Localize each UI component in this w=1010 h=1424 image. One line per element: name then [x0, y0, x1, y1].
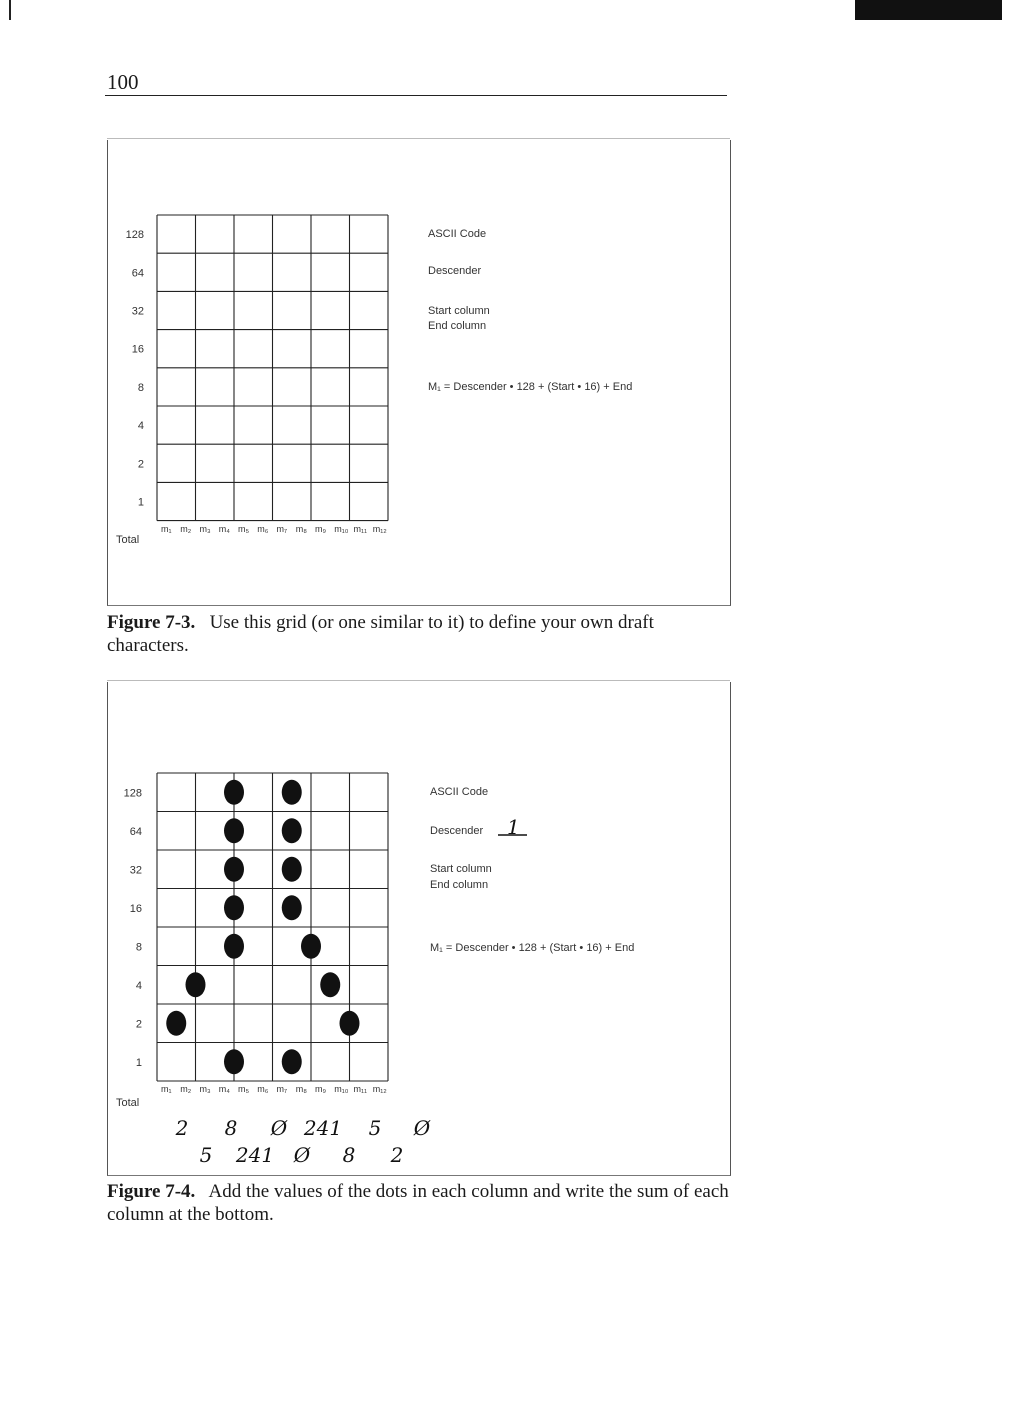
column-label: m₂ [180, 524, 192, 534]
dot [224, 1049, 244, 1074]
column-label: m₁₂ [372, 524, 387, 534]
dot [186, 972, 206, 997]
column-sum: 8 [224, 1116, 238, 1140]
figure-3-label: Figure 7-3. [107, 612, 196, 633]
column-sum: 5 [199, 1143, 213, 1167]
descender-value: 1 [507, 815, 520, 839]
figure-4-grid [116, 773, 388, 1109]
row-value-label: 8 [137, 381, 144, 394]
column-label: m₇ [276, 524, 288, 534]
figure-4-sums [175, 1116, 431, 1167]
row-value-label: 1 [135, 1056, 142, 1069]
figure-4-caption-text: Add the values of the dots in each column and write the sum of each column at the bottom. [107, 1181, 729, 1225]
row-value-label: 2 [135, 1018, 142, 1031]
row-value-label: 16 [129, 902, 142, 915]
figure-3-caption-text: Use this grid (or one similar to it) to define your own draft characters. [107, 612, 654, 656]
row-value-label: 32 [131, 305, 144, 318]
column-label: m₆ [257, 1084, 269, 1094]
column-label: m₈ [295, 524, 307, 534]
figure-3-info [428, 228, 632, 393]
row-value-label: 128 [123, 787, 142, 800]
figure-4-info [430, 786, 634, 954]
row-value-label: 128 [125, 229, 144, 242]
column-sum: Ø [413, 1116, 431, 1140]
column-label: m₁₁ [353, 1084, 368, 1094]
descender-label: Descender [430, 825, 484, 837]
row-value-label: 4 [137, 420, 144, 433]
row-value-label: 64 [129, 825, 142, 838]
end-column-label: End column [430, 879, 489, 891]
row-value-label: 4 [135, 979, 142, 992]
row-value-label: 64 [131, 267, 144, 280]
row-value-label: 8 [135, 941, 142, 954]
row-value-label: 1 [137, 496, 144, 509]
dot [282, 780, 302, 805]
dot [282, 895, 302, 920]
column-label: m₆ [257, 524, 269, 534]
column-sum: 2 [390, 1143, 404, 1167]
column-label: m₈ [295, 1084, 307, 1094]
column-label: m₉ [315, 1084, 327, 1094]
column-label: m₁ [161, 1084, 172, 1094]
formula-label: M₁ = Descender • 128 + (Start • 16) + End [430, 942, 635, 954]
row-value-label: 32 [129, 864, 142, 877]
dot [224, 818, 244, 843]
column-label: m₁₂ [372, 1084, 387, 1094]
ascii-code-label: ASCII Code [430, 786, 489, 798]
row-value-label: 2 [137, 458, 144, 471]
column-sum: 2 [175, 1116, 189, 1140]
start-column-label: Start column [428, 305, 490, 317]
dot [224, 934, 244, 959]
column-label: m₁₁ [353, 524, 368, 534]
page-number: 100 [107, 70, 139, 94]
column-label: m₅ [238, 1084, 250, 1094]
dot [301, 934, 321, 959]
dot [224, 857, 244, 882]
column-label: m₅ [238, 524, 250, 534]
column-label: m₁₀ [334, 524, 349, 534]
column-sum: 241 [303, 1116, 343, 1140]
dot [320, 972, 340, 997]
column-label: m₃ [199, 1084, 211, 1094]
column-sum: Ø [270, 1116, 288, 1140]
column-label: m₄ [218, 524, 230, 534]
column-sum: 5 [368, 1116, 382, 1140]
column-sum: 8 [342, 1143, 356, 1167]
figure-4-caption [107, 1180, 732, 1226]
column-label: m₁₀ [334, 1084, 349, 1094]
dot [166, 1011, 186, 1036]
dot [340, 1011, 360, 1036]
start-column-label: Start column [430, 863, 492, 875]
dot [282, 1049, 302, 1074]
ascii-code-label: ASCII Code [428, 228, 487, 240]
figure-4-label: Figure 7-4. [107, 1181, 196, 1202]
descender-label: Descender [428, 265, 482, 277]
column-label: m₂ [180, 1084, 192, 1094]
column-label: m₄ [218, 1084, 230, 1094]
column-sum: Ø [293, 1143, 311, 1167]
figure-3-grid [116, 215, 388, 546]
dot [224, 780, 244, 805]
column-label: m₇ [276, 1084, 288, 1094]
row-value-label: 16 [131, 343, 144, 356]
total-label: Total [116, 1097, 140, 1109]
end-column-label: End column [428, 320, 487, 332]
dot [282, 818, 302, 843]
dot [282, 857, 302, 882]
column-label: m₁ [161, 524, 172, 534]
column-label: m₃ [199, 524, 211, 534]
dot [224, 895, 244, 920]
formula-label: M₁ = Descender • 128 + (Start • 16) + End [428, 381, 633, 393]
total-label: Total [116, 534, 140, 546]
column-sum: 241 [235, 1143, 275, 1167]
figure-3-caption [107, 611, 732, 657]
column-label: m₉ [315, 524, 327, 534]
